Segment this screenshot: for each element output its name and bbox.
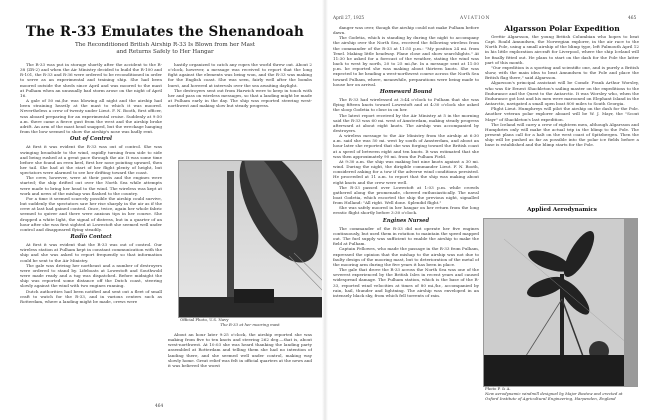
- section-heading-engines-nursed: Engines Nursed: [382, 217, 430, 224]
- airship-photo-image: [179, 161, 323, 317]
- left-column-2-bottom: [168, 332, 312, 394]
- section-divider: [540, 204, 584, 205]
- paragraph: danger was over, though the airship could not make Pulham before dawn.: [333, 25, 479, 36]
- section-heading-out-of-control: Out of Control: [70, 136, 112, 143]
- applied-aerodynamics-heading: Applied Aerodynamics: [527, 207, 597, 213]
- section-heading-homeward-bound: Homeward Bound: [379, 88, 433, 95]
- paragraph: The R-33 was put in storage shortly after the accident to the R-38 (ZR-2) and when the Air Ministry decided to build the R-100 and R-101, the R-33 and R-36 were ordered to be reconditioned in order to serve as an experimental and training ship. She had been moored outside the sheds since April and was moored to the mast at Pulham when an unusually bad storm arose on the night of April 16.: [20, 62, 162, 98]
- paragraph: hastily organized to catch any ropes the world threw out. About 2 o'clock, however, a message was received to report that the long fight against the elements was being won, and the R-33 was making for the English coast. She was seen, fairly well after the bombs burst, and hovered at intervals over the sea awaiting daylight.: [168, 62, 312, 88]
- paragraph: Grettir Algarsson, the young British Columbian who hopes to beat Capt. Roald Amundsen, the Norwegian explorer, in the air race to the North Pole, using a small airship of the blimp type, left Falmouth April 12 in his little exploration aircraft for Liverpool, where the ship Iceland will be finally fitted out. He plans to start on the dash for the Pole the latter part of this month.: [485, 34, 639, 65]
- paragraph: At first it was evident the R-33 was out of control. She was swinging broadside to the wind, rapidly turning from side to side and being rushed at a great pace through the air. It was some time before she found an even keel, first her nose pointing upward, then her tail. She had at the start of her flight plenty of height, but spectators were alarmed to see her drifting toward the coast.: [20, 144, 162, 176]
- windmill-photo-credit: Photo P. & A.: [485, 386, 511, 391]
- right-column-2: [485, 34, 639, 201]
- paragraph: Captain Fellowes, who made the passage in the R-33 from Pulham, expressed the opinion that the mishap to the airship was not due to faulty design of the mooring mast, but to deterioration of the metal of the mooring arm during the five years it has been in place.: [333, 246, 479, 267]
- paragraph: The Godetia, which is standing by during the night to accompany the airship over the North Sea, received the following wireless from the commander of the R-33 at 11:55 p.m.: "My position 24 mi. from Texel. Making little headway. Plane close and show searchlights." At 11:30 he asked for a forecast of the weather, stating the wind was back to west by north, 20 to 25 mi./hr. In a message sent at 11:50 p.m. he reported she was making about thirteen knots. She was expected to be heading a west-northwest course across the North Sea toward Pulham, where, meanwhile, preparations were being made to house her on arrival.: [333, 35, 479, 87]
- airship-photo-caption: The R-33 at her mooring mast: [220, 322, 280, 327]
- section-heading-radio-contact: Radio Contact: [70, 234, 112, 240]
- paragraph: The commander of the R-33 did not operate her five engines continuously, but used them in rotation to maintain the speed mapped out. The fuel supply was sufficient to enable the airship to make the field at Pulham.: [333, 225, 479, 247]
- windmill-photo: [483, 218, 638, 387]
- article-title: The R-33 Emulates the Shenandoah: [25, 24, 305, 40]
- airship-photo-credit: Official Photo, U.S. Navy: [180, 317, 229, 322]
- paragraph: The latest report received by the Air Ministry at 5 in the morning said the R-33 was 60 mi. west of Amsterdam, making steady progress afterward at about eight knots. The airship was accompanied by destroyers.: [333, 112, 479, 133]
- paragraph: At first it was evident that the R-33 was out of control. Our wireless station at Pulham kept in constant communication with the ship and she was asked to report frequently so that information could be sent to the Air Ministry.: [20, 242, 162, 263]
- paragraph: Dutch authorities had been notified and sent out a fleet of small craft to watch for the R-33, and in various centers such as Rotterdam, where a landing might be made, crews were: [20, 288, 162, 304]
- left-column-1: [20, 62, 162, 396]
- paragraph: Algarsson's principal assistant will be Comdr. Frank Arthur Worsley, who was Sir Ernest Shackleton's sailing master on the expeditions to the Endurance and the Quest to the Antarctic. It was Worsley who, when the Endurance got lost and his men were marooned on Elephant Island in the Antarctic, navigated a small open boat 800 miles to South Georgia.: [485, 80, 639, 107]
- subtitle-line-2: and Returns Safely to Her Hangar: [116, 49, 214, 55]
- right-column-1: [333, 25, 479, 397]
- paragraph: A wireless message to the Air Ministry from the airship at 6:30 a.m. said she was 50 mi. west by south of Amsterdam, and about an hour later she reported that she was forging toward the British coast at a speed of between eight and ten knots. It was estimated that she was then approximately 90 mi. from the Pulham Field.: [333, 133, 479, 159]
- paragraph: A gale of 50 mi./hr. was blowing all night and the airship had been straining heavily at the mast to which it was moored. Nevertheless a crew of twenty under Lieut. F. N. Booth, first officer, was aboard preparing for an experimental cruise. Suddenly at 9:50 a.m. there came a fierce gust from the west and the airship broke adrift. An arm of the mast head snapped, but the wreckage hanging from the bow seemed to show the airship's nose was badly rent.: [20, 98, 162, 135]
- left-page-number: 464: [155, 404, 164, 409]
- paragraph: The crew, however, were at their posts and the engines were started; the ship drifted out over the North Sea while attempts were made to bring her head to the wind. The wireless was kept at work and news of the mishap was flashed to the country.: [20, 175, 162, 196]
- paragraph: The R-33 had wirelessed at 3:44 o'clock to Pulham that she was flying fifteen knots toward Lowestoft and at 4:30 o'clock she asked the sloop Godetia to close in on her.: [333, 97, 479, 113]
- windmill-photo-caption: New aerodynamic windmill designed by Major Bostow and erected at Oxford Institute of Agricultural Engineering, Harpenden, England: [485, 391, 623, 401]
- airship-photo: [178, 160, 324, 318]
- paragraph: "Our expedition is a sporting and scientific one, and is purely a British show, with the main idea to beat Amundsen to the Pole and place the British flag there," said Algarsson.: [485, 64, 639, 81]
- paragraph: Flight Lieut. Humphreys will pilot the airship on the dash for the Pole. Another veteran polar explorer aboard will be W. J. Mayr, the "Scout Mayr" of Shackleton's last expedition.: [485, 106, 639, 122]
- windmill-photo-image: [484, 219, 637, 386]
- article-subtitle: [20, 42, 310, 56]
- subtitle-line-1: The Reconditioned British Airship R-33 Is Blown from her Mast: [74, 42, 256, 48]
- left-column-2-top: [168, 62, 312, 158]
- paragraph: The R-33 passed over Lowestoft at 1:03 p.m. while crowds gathered along the promenade, cheered enthusiastically. The naval boat Godetia, which escorted the ship the previous night, signalled from Holland: "All right. Well done. Splendid flight.": [333, 184, 479, 206]
- running-head-date: April 27, 1925: [333, 16, 365, 21]
- paragraph: The gale was driving her northeast and a number of destroyers were ordered to stand by. Lifeboats at Lowestoft and Southwold were made ready and a tug was dispatched. Before midnight the ship was reported some distance off the Dutch coast, steering slowly against the wind with two engines running.: [20, 262, 162, 289]
- paragraph: About an hour later 9:25 o'clock, the airship reported she was making from five to ten knots and steering 262 deg.—that is, about west-northwest. At 10:03 she was heard thanking the landing party assembled at Rotterdam and telling them she had no intention of landing there, and she seemed well under control, making way slowly home. Great relief was felt in official quarters at the news and it was believed the worst: [168, 332, 312, 368]
- running-head-title: AVIATION: [460, 16, 491, 21]
- paragraph: At 9:30 a.m. the ship was making but nine knots against a 30 mi. wind. During the night, the dirigible commander Lieut. F. N. Booth, considered asking for a tow if the adverse wind conditions persisted. He proceeded at 11 a.m. to report that the ship was making about eight knots and the crew were well.: [333, 158, 479, 185]
- paragraph: The Iceland will carry a crew of eighteen men, although Algarsson and Humphries only will make the actual trip in the blimp to the Pole. The present plans call for a halt on the west coast of Spitzbergen. Then the ship will be pushed as far as possible into the polar ice fields before a base is established and the blimp starts for the Pole.: [485, 121, 639, 148]
- paragraph: She was safely moored in her hangar on her return from the long erratic flight shortly before 3:30 o'clock.: [333, 205, 479, 216]
- paragraph: For a time it seemed scarcely possible the airship could survive, but suddenly the spectators saw her rise sharply in the air as if the crew at last had gained control. Once, twice, again her whole fabric seemed to quiver and there were anxious tips in her course. She dropped a white light, the signal of distress, but in a quarter of an hour after she was first sighted at Lowestoft she seemed well under control and disappeared flying steadily.: [20, 195, 162, 232]
- algarsson-heading: Algarsson Polar Expedition: [504, 24, 620, 33]
- paragraph: The gale that drove the R-33 across the North Sea was one of the severest experienced by the British Isles in recent years and caused widespread damage. The Pulham station, which is the base of the R-33, reported wind velocities at times of 80 mi./hr., accompanied by rain, hail, thunder and lightning. The airship was enveloped in an intensely black sky, from which fell torrents of rain.: [333, 267, 479, 298]
- page-gutter: [322, 0, 328, 420]
- paragraph: The destroyers sent out from Harwich were to keep in touch with her and pass on wireless messages, so that a landing might be made at Pulham early in the day. The ship was reported steering west-northwest and making slow but steady progress.: [168, 87, 312, 109]
- right-page-number: 465: [628, 16, 637, 21]
